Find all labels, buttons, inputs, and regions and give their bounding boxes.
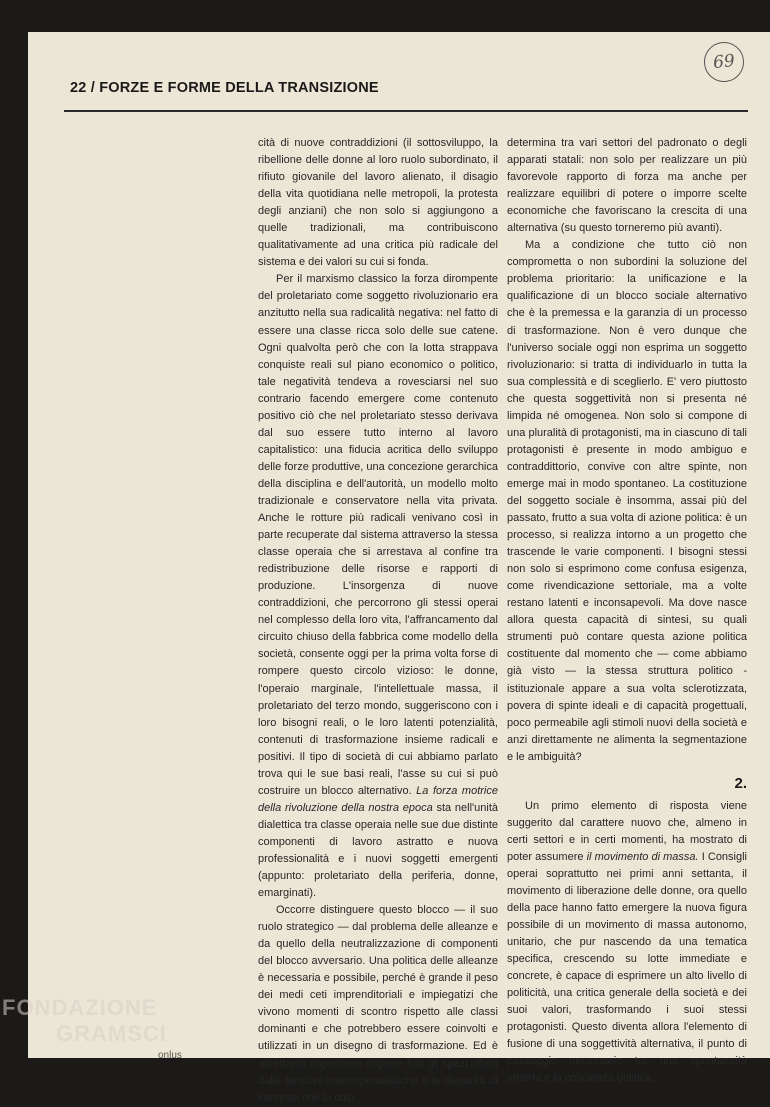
watermark-subtitle: onlus [158,1050,182,1061]
section-number: 2. [734,774,747,792]
right-paragraph-2: Ma a condizione che tutto ciò non comprometta o non subordini la soluzione del problema prioritario: la unificazione e la qualificazione di un blocco sociale alternativo che è la premessa e la garanzia di un processo di trasformazione. Non è vero dunque che l'universo sociale oggi non esprima un soggetto rivoluzionario: si tratta di individuarlo in tutta la sua complessità e di sceglierlo. E' vero piuttosto che questa soggettività non si presenta né limpida né omogenea. Non solo si compone di una pluralità di protagonisti, ma in ciascuno di tali protagonisti è presente in modo ambiguo e contraddittorio, convive con altre spinte, non emerge mai in modo spontaneo. La costituzione del soggetto sociale è insomma, assai più del passato, frutto a sua volta di azione politica: è un processo, si realizza intorno a un progetto che trascende le varie componenti. I bisogni stessi non solo si esprimono come confusa esigenza, come rivendicazione settoriale, ma a volte restano latenti e inconsapevoli. Ma dove nasce allora questa capacità di sintesi, su quali strumenti può contare questa azione politica costituente dal momento che — come abbiamo già visto — la stessa struttura politico - istituzionale appare a sua volta sclerotizzata, povera di spinte ideali e di capacità progettuali, poco permeabile agli stimoli nuovi della società e anzi direttamente ne alimenta la segmentazione e le ambiguità? [507,239,747,763]
right-paragraph-1: determina tra vari settori del padronato o degli apparati statali: non solo per realizzare un più favorevole rapporto di forza ma anche per realizzare equilibri di potere o imporre scelte economiche che favoriscano la crescita di una alternativa (su questo torneremo più avanti). [507,137,747,235]
archive-watermark: FONDAZIONE GRAMSCI [2,995,167,1046]
right-paragraph-3: Un primo elemento di risposta viene suggerito dal carattere nuovo che, almeno in certi settori e in certi momenti, ha mostrato di poter assumere il movimento di massa. I Consigli operai soprattutto nei primi anni settanta, il movimento di liberazione delle donne, ora quello della pace hanno fatto emergere la nuova figura possibile di un movimento di massa autonomo, unitario, che pur nascendo da una tematica specifica, crescendo su lotte immediate e concrete, è capace di esprimere un alto livello di politicità, una critica generale della società e dei suoi valori, trasformando i suoi stessi protagonisti. Questo diventa allora l'elemento di fusione di una soggettività alternativa, il punto di passaggio necessario tra una spontaneità amorfa e la coscienza politica. [507,799,748,1085]
handwritten-page-number: 69 [702,40,746,84]
left-column [258,135,498,1107]
running-header: 22 / FORZE E FORME DELLA TRANSIZIONE [70,80,379,96]
left-paragraph-2: Per il marxismo classico la forza dirompente del proletariato come soggetto rivoluzionario era anzitutto nella sua radicalità negativa: nel fatto di essere una classe ricca solo delle sue catene. Ogni qualvolta però che con la lotta strappava conquiste reali sul piano economico o politico, tale negatività tendeva a rovesciarsi nel suo contrario facendo emergere come contenuto positivo ciò che nel proletariato stesso derivava dal suo essere tutto interno al lavoro capitalistico: una fiducia acritica dello sviluppo delle forze produttive, una concezione gerarchica della disciplina e dell'autorità, un modello molto tradizionale e conservatore nella vita privata. Anche le rotture più radicali venivano così in parte recuperate dal sistema attraverso la stessa classe operaia che si arrestava al confine tra redistribuzione delle risorse e rapporti di produzione. L'insorgenza di nuove contraddizioni, che percorrono gli stessi operai nel complesso della loro vita, l'affrancamento dal circuito chiuso della fabbrica come modello della società, consente oggi per la prima volta forse di rompere questo circolo vizioso: le donne, l'operaio marginale, l'intellettuale massa, il proletariato del terzo mondo, suggeriscono con i loro bisogni reali, o le loro latenti potenzialità, contenuti di trasformazione insieme radicali e positivi. Il tipo di società di cui abbiamo parlato trova qui le sue basi reali, l'asse su cui si può costruire un blocco alternativo. La forza motrice della rivoluzione della nostra epoca sta nell'unità dialettica tra classe operaia nelle sue due distinte componenti di lavoro astratto e nuova professionalità e i nuovi soggetti emergenti (appunto: proletariato della periferia, donne, emarginati). [258,273,498,900]
italic-phrase: La forza motrice della rivoluzione della nostra epoca [258,784,498,814]
left-paragraph-3: Occorre distinguere questo blocco — il suo ruolo strategico — dal problema delle alleanze e da quello della neutralizzazione di componenti del blocco avversario. Una politica delle alleanze è necessaria e possibile, perché è grande il peso dei medi ceti imprenditoriali e impiegatizi che vivono momenti di scontro rispetto alle classi dominanti e che potrebbero essere coinvolti e utilizzati in un disegno di trasformazione. Ed è altrettanto importante cogliere tutti gli spazi offerti dalle tensioni interimperialistiche o le disparità di interessi che la crisi [258,904,498,1104]
right-column [507,135,747,1088]
header-rule [64,110,748,112]
italic-phrase: il movimento di massa. [586,850,699,863]
left-paragraph-1: cità di nuove contraddizioni (il sottosviluppo, la ribellione delle donne al loro ruolo subordinato, il rifiuto giovanile del lavoro alienato, il disagio della vita quotidiana nelle metropoli, la protesta degli anziani) che non solo si aggiungono a quelle tradizionali, ma contribuiscono qualitativamente ad una critica più radicale del sistema e dei valori su cui si fonda. [258,137,498,269]
